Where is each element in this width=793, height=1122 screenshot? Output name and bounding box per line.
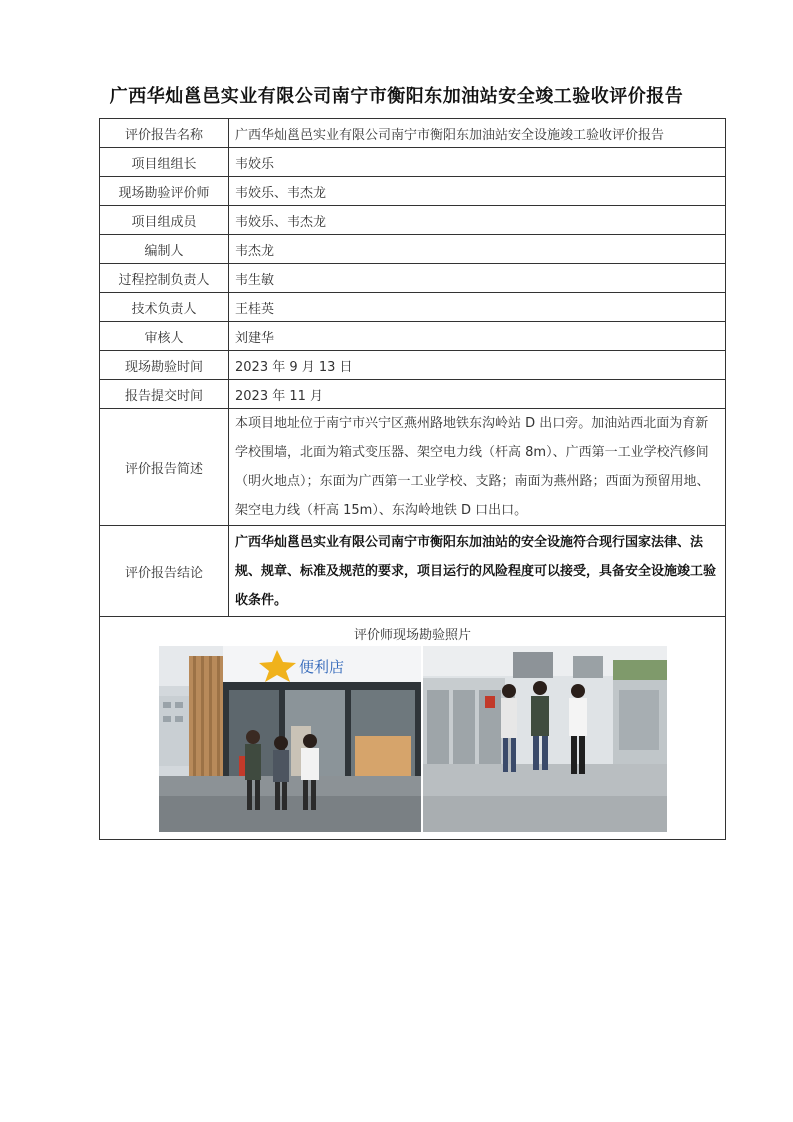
table-row-conclusion (100, 526, 726, 617)
table-row (100, 206, 726, 235)
row-value: 广西华灿邕邑实业有限公司南宁市衡阳东加油站安全设施竣工验收评价报告 (229, 119, 726, 148)
summary-label: 评价报告简述 (100, 409, 229, 526)
table-row-photos (100, 617, 726, 840)
site-photo-storefront (159, 646, 421, 832)
row-value: 韦生敏 (229, 264, 726, 293)
table-row (100, 293, 726, 322)
row-value: 2023 年 9 月 13 日 (229, 351, 726, 380)
row-value: 韦姣乐 (229, 148, 726, 177)
table-row-summary (100, 409, 726, 526)
row-label: 评价报告名称 (100, 119, 229, 148)
row-value: 王桂英 (229, 293, 726, 322)
transformer-photo-image (423, 646, 667, 832)
row-label: 审核人 (100, 322, 229, 351)
conclusion-text: 广西华灿邕邑实业有限公司南宁市衡阳东加油站的安全设施符合现行国家法律、法规、规章、标准及规范的要求，项目运行的风险程度可以接受，具备安全设施竣工验收条件。 (229, 526, 726, 617)
row-label: 技术负责人 (100, 293, 229, 322)
row-label: 报告提交时间 (100, 380, 229, 409)
table-row (100, 148, 726, 177)
table-row (100, 177, 726, 206)
row-value: 刘建华 (229, 322, 726, 351)
store-sign: 便利店 (298, 658, 344, 676)
summary-text: 本项目地址位于南宁市兴宁区燕州路地铁东沟岭站 D 出口旁。加油站西北面为育新学校围墙，北面为箱式变压器、架空电力线（杆高 8m）、广西第一工业学校汽修间（明火地点）；东面为广西第一工业学校、支路；南面为燕州路；西面为预留用地、架空电力线（杆高 15m）、东沟岭地铁 D 口出口。 (229, 409, 726, 526)
row-value: 韦姣乐、韦杰龙 (229, 206, 726, 235)
table-row (100, 322, 726, 351)
row-label: 项目组组长 (100, 148, 229, 177)
row-label: 现场勘验时间 (100, 351, 229, 380)
table-row (100, 119, 726, 148)
row-label: 过程控制负责人 (100, 264, 229, 293)
conclusion-label: 评价报告结论 (100, 526, 229, 617)
row-value: 韦杰龙 (229, 235, 726, 264)
table-row (100, 264, 726, 293)
photo-cell (100, 617, 726, 840)
table-row (100, 235, 726, 264)
photo-title: 评价师现场勘验照片 (353, 628, 471, 643)
table-row (100, 380, 726, 409)
row-value: 韦姣乐、韦杰龙 (229, 177, 726, 206)
document-title: 广西华灿邕邑实业有限公司南宁市衡阳东加油站安全竣工验收评价报告 (109, 86, 684, 107)
table-row (100, 351, 726, 380)
site-photo-transformer (423, 646, 667, 832)
row-label: 项目组成员 (100, 206, 229, 235)
photo-row (106, 646, 719, 832)
row-label: 现场勘验评价师 (100, 177, 229, 206)
report-table (99, 118, 726, 840)
row-label: 编制人 (100, 235, 229, 264)
storefront-photo-image (159, 646, 421, 832)
row-value: 2023 年 11 月 (229, 380, 726, 409)
